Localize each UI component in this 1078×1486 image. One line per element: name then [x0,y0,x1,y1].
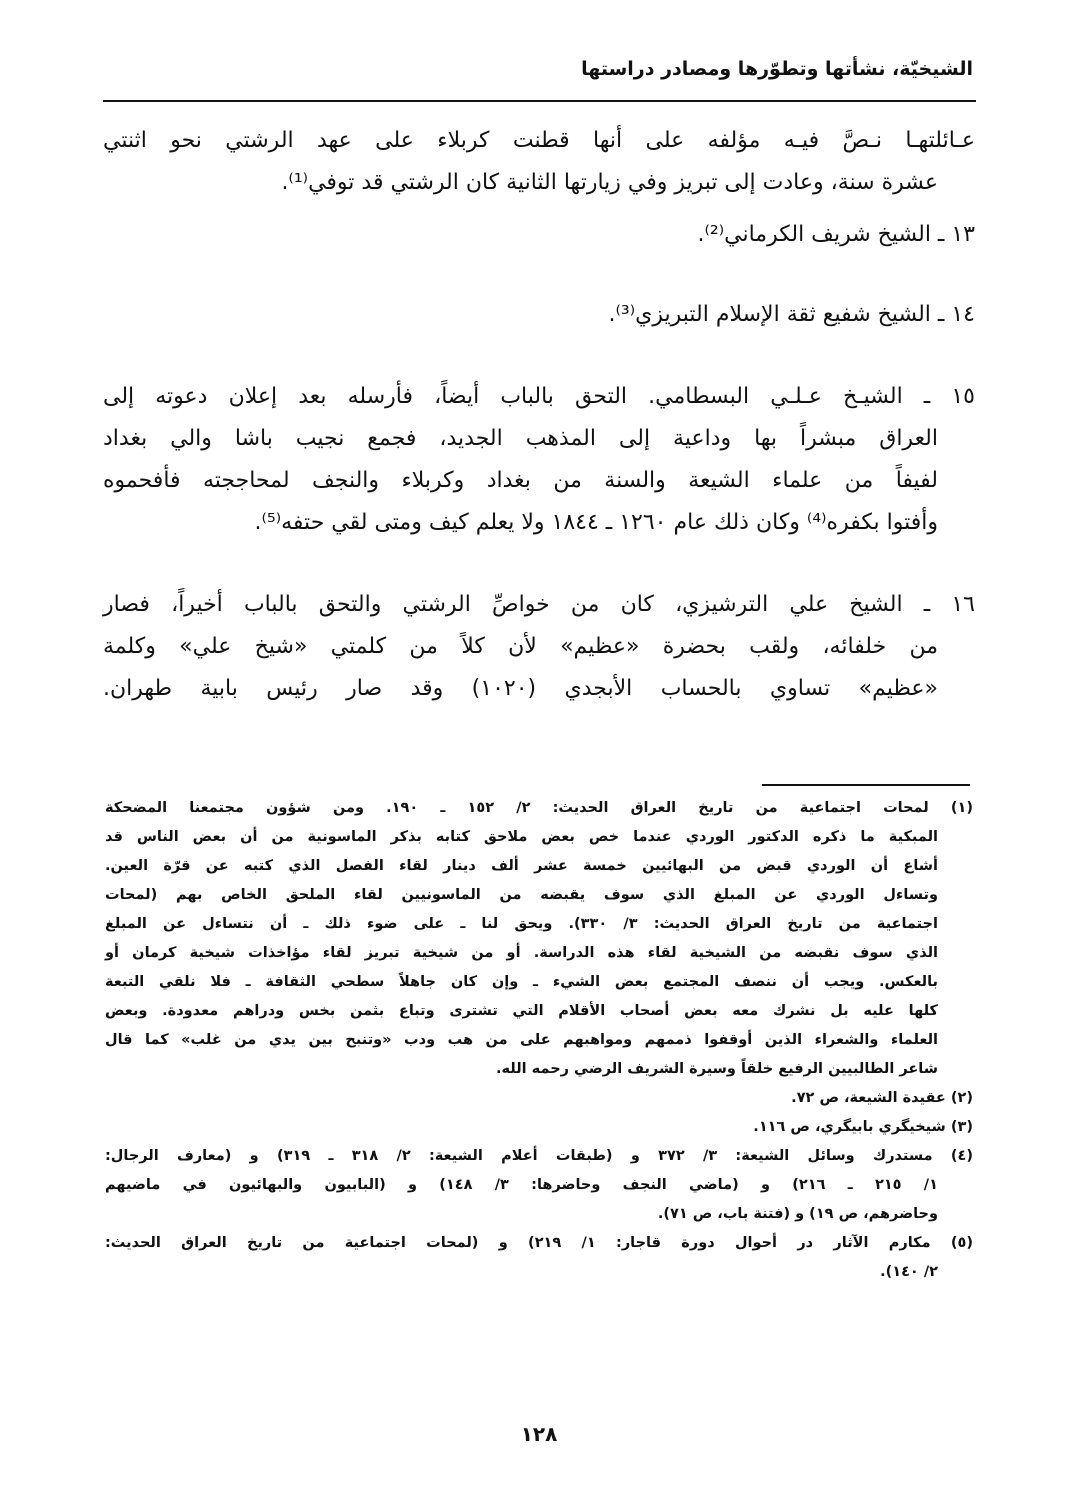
footnote-line: كلها عليه بل نشرك معه بعض أصحاب الأقلام التي تشترى وتباع بثمن بخس ودراهم معدودة. وبعض [105,1003,938,1019]
page-number: ١٢٨ [520,1422,558,1446]
footnote-line: اجتماعية من تاريخ العراق الحديث: ٣/ ٣٣٠). ويحق لنا ـ على ضوء ذلك ـ أن نتساءل عن المبلغ [105,916,938,932]
footnote-line: المبكية ما ذكره الدكتور الوردي عندما خص بعض ملاحق كتابه بذكر الماسونية من أن بعض الناس قد [105,829,938,845]
text-line: وأفتوا بكفره⁽⁴⁾ وكان ذلك عام ١٢٦٠ ـ ١٨٤٤ ولا يعلم كيف ومتى لقي حتفه⁽⁵⁾. [254,510,938,535]
running-header: الشيخيّة، نشأتها وتطوّرها ومصادر دراستها [581,58,973,80]
footnote-line: وتساءل الوردي عن المبلغ الذي سوف يقبضه من الماسونيين لقاء الملحق الخاص بهم (لمحات [105,887,938,903]
text-line: «عظيم» تساوي بالحساب الأبجدي (١٠٢٠) وقد صار رئيس بابية طهران. [103,676,938,701]
footnote-line: ١/ ٢١٥ ـ ٢١٦) و (ماضي النجف وحاضرها: ٣/ ١٤٨) و (البابيون والبهائيون في ماضيهم [105,1177,938,1193]
text-line: ١٦ ـ الشيخ علي الترشيزي، كان من خواصِّ الرشتي والتحق بالباب أخيراً، فصار [103,592,975,617]
text-line: ١٤ ـ الشيخ شفيع ثقة الإسلام التبريزي⁽³⁾. [608,302,975,327]
text-line: العراق مبشراً بها وداعية إلى المذهب الجديد، فجمع نجيب باشا والي بغداد [103,426,938,451]
text-line: لفيفاً من علماء الشيعة والسنة من بغداد وكربلاء والنجف لمحاججته فأفحموه [103,468,938,493]
footnote-line: (٥) مكارم الآثار در أحوال دورة قاجار: ١/ ٢١٩) و (لمحات اجتماعية من تاريخ العراق الحديث: [105,1235,973,1251]
footnote-line: الذي سوف نقبضه من الشيخية لقاء هذه الدراسة. أو من شيخية تبريز لقاء مؤاخذات شيخية كرمان أو [105,945,938,961]
footnote-line: وحاضرهم، ص ١٩) و (فتنة باب، ص ٧١). [657,1206,938,1222]
footnote-line: بالعكس. ويجب أن ننصف المجتمع بعض الشيء ـ وإن كان جاهلاً سطحي الثقافة ـ فلا نلقي التبعة [105,974,938,990]
header-rule [103,100,976,102]
footnote-line: (٤) مستدرك وسائل الشيعة: ٣/ ٣٧٢ و (طبقات أعلام الشيعة: ٢/ ٣١٨ ـ ٣١٩) و (معارف الرجال: [105,1148,973,1164]
footnote-line: أشاع أن الوردي قبض من البهائيين خمسة عشر ألف دينار لقاء الفصل الذي كتبه عن قرّة العين. [105,858,938,874]
text-line: عشرة سنة، وعادت إلى تبريز وفي زيارتها الثانية كان الرشتي قد توفي⁽¹⁾. [281,170,938,195]
footnote-line: (٣) شيخيگري بابيگري، ص ١١٦. [753,1119,973,1135]
text-line: عـائلتهـا نـصَّ فيـه مؤلفه على أنها قطنت كربلاء على عهد الرشتي نحو اثنتي [103,128,975,153]
footnote-line: شاعر الطالبيين الرفيع خلقاً وسيرة الشريف الرضي رحمه الله. [496,1061,938,1077]
footnote-line: العلماء والشعراء الذين أوقفوا ذممهم ومواهبهم على من هب ودب «وتنبح بين يدي من غلب» كما قال [105,1032,938,1048]
text-line: من خلفائه، ولقب بحضرة «عظيم» لأن كلاً من كلمتي «شيخ علي» وكلمة [103,634,938,659]
text-line: ١٣ ـ الشيخ شريف الكرماني⁽²⁾. [697,222,975,247]
footnote-line: ٢/ ١٤٠). [880,1264,938,1280]
text-line: ١٥ ـ الشيـخ عـلـي البسطامي. التحق بالباب أيضاً، فأرسله بعد إعلان دعوته إلى [103,384,975,409]
footnote-line: (٢) عقيدة الشيعة، ص ٧٢. [791,1090,973,1106]
footnote-separator [762,784,970,786]
footnote-line: (١) لمحات اجتماعية من تاريخ العراق الحديث: ٢/ ١٥٢ ـ ١٩٠. ومن شؤون مجتمعنا المضحكة [105,800,973,816]
